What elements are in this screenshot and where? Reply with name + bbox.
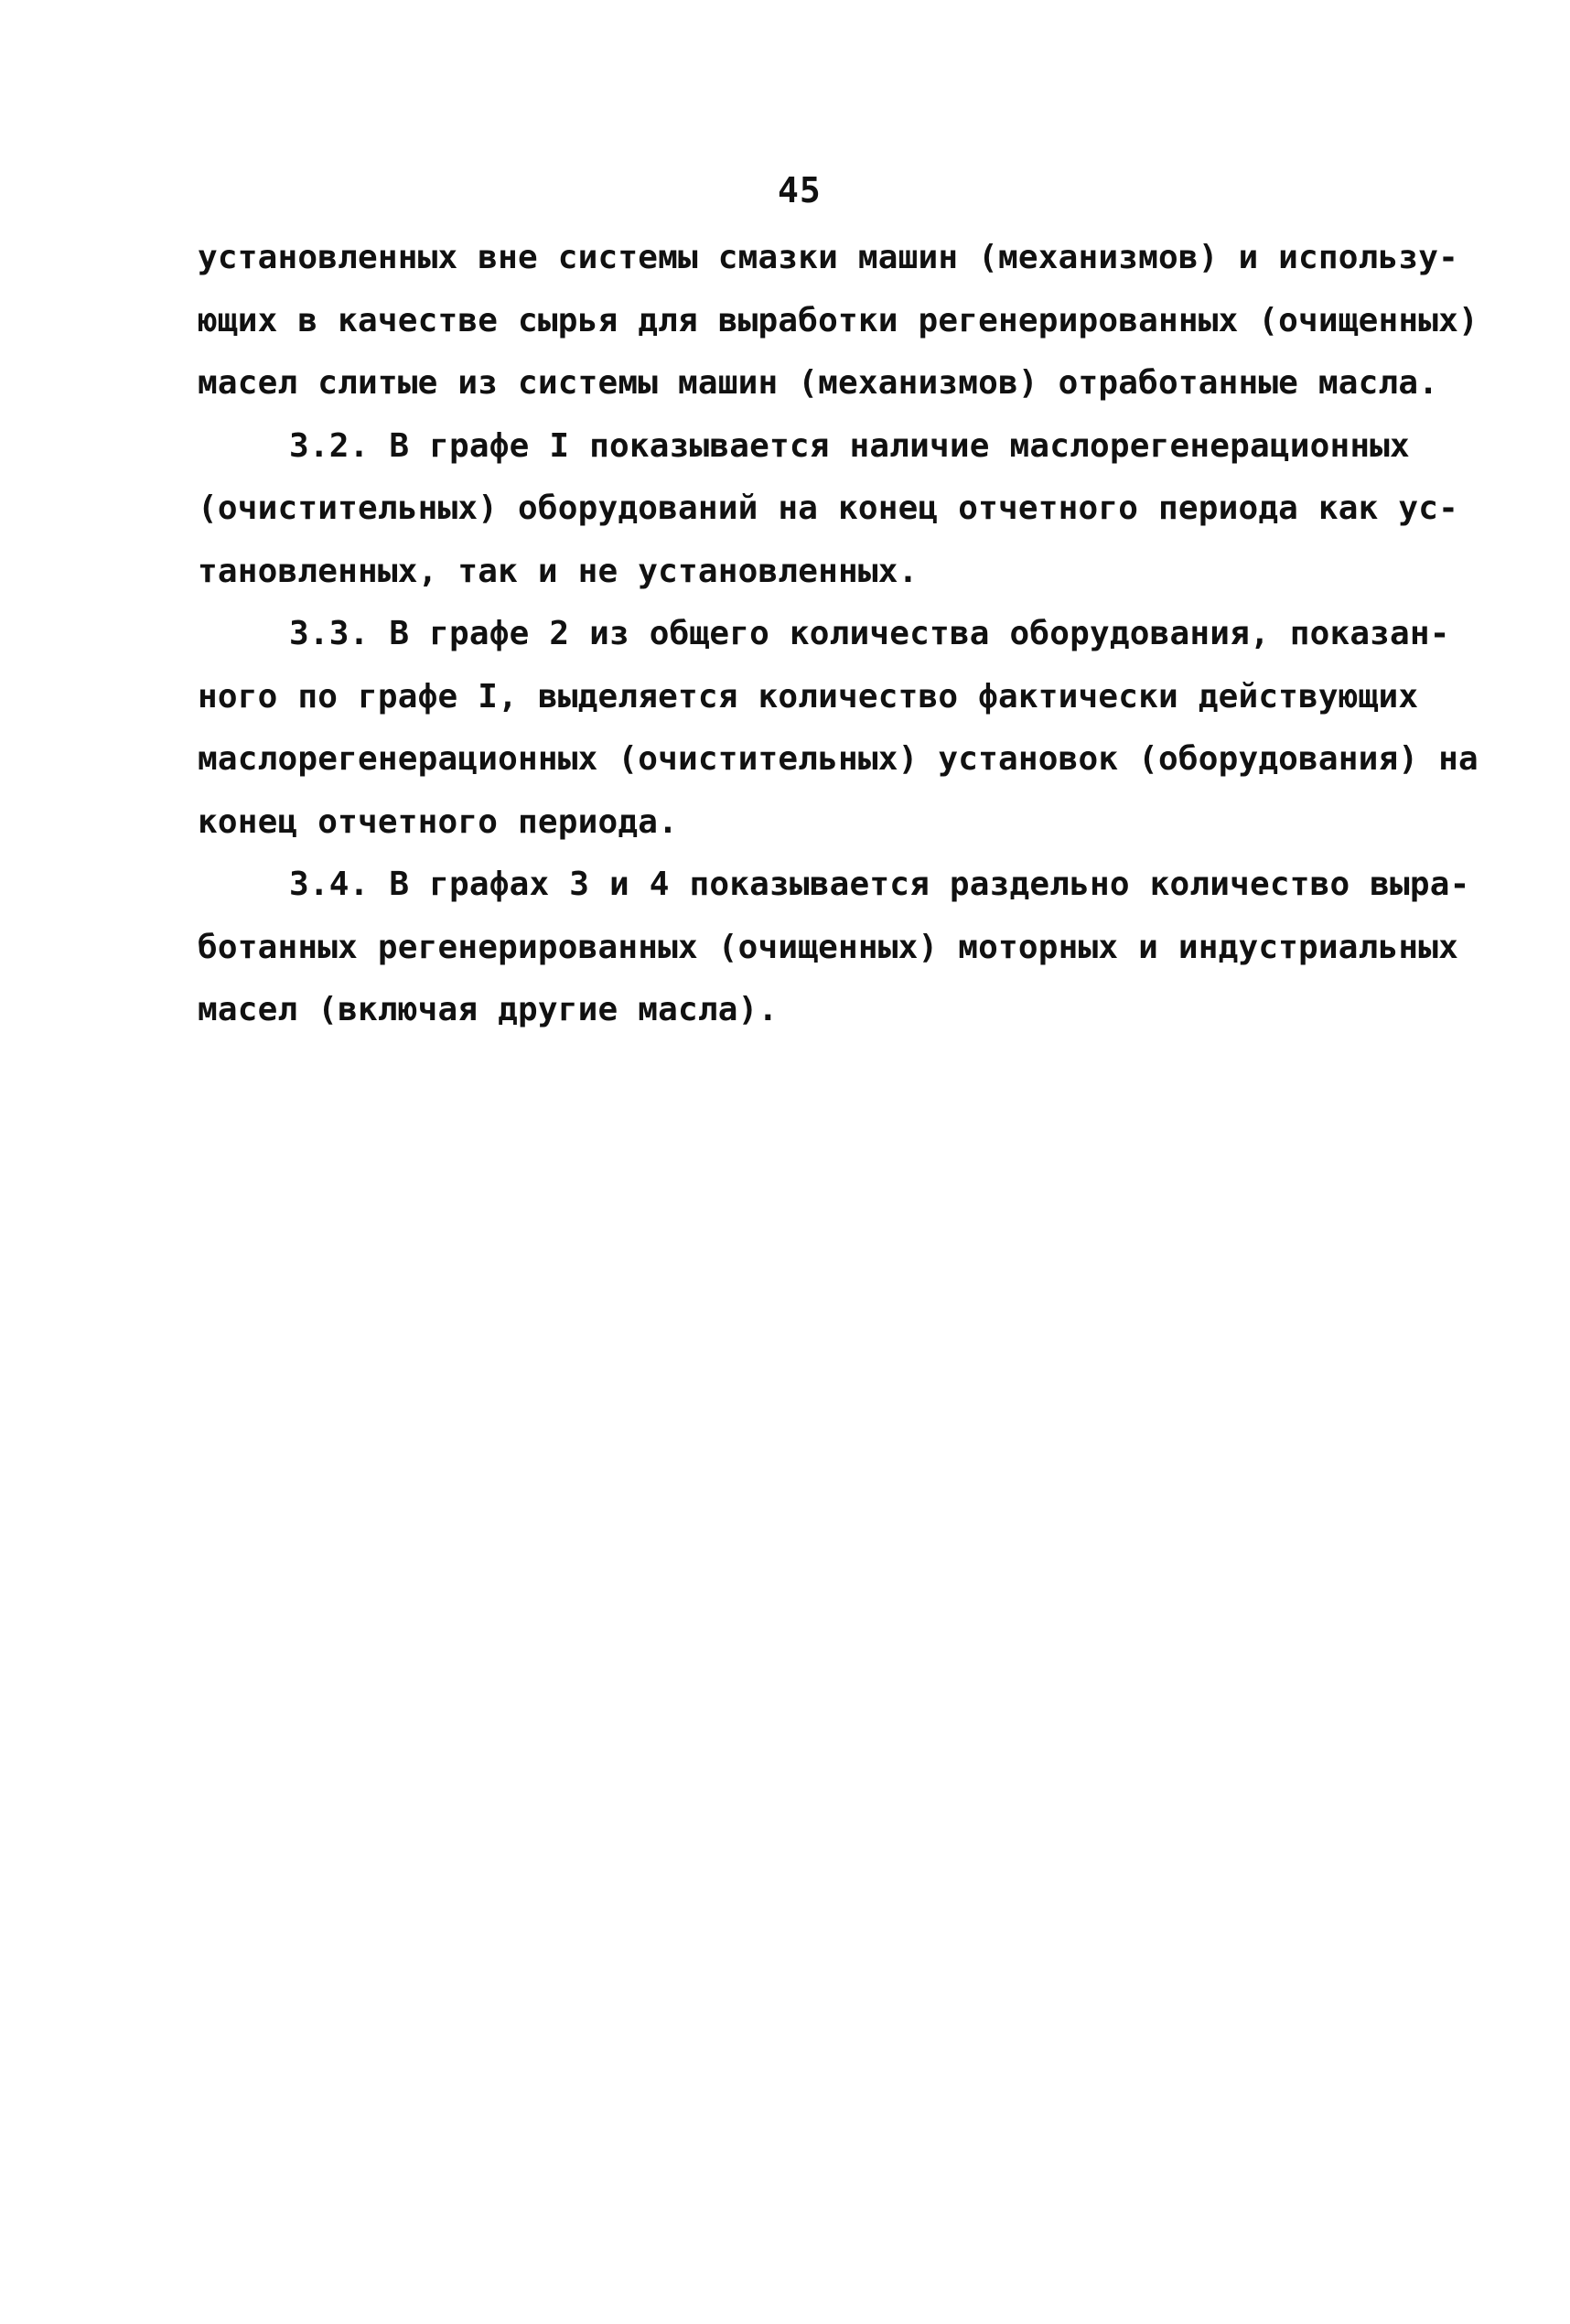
text-line: масел слитые из системы машин (механизмов) отработанные масла. — [198, 364, 1439, 402]
text-line: ботанных регенерированных (очищенных) моторных и индустриальных — [198, 928, 1459, 966]
paragraph-3-4-start: 3.4. В графах 3 и 4 показывается раздельно количество выра- — [289, 866, 1470, 903]
body-text — [198, 227, 1479, 1042]
text-line: маслорегенерационных (очистительных) установок (оборудования) на — [198, 740, 1479, 778]
text-line: ного по графе I, выделяется количество фактически действующих — [198, 677, 1419, 715]
paragraph-3-2-start: 3.2. В графе I показывается наличие маслорегенерационных — [289, 426, 1410, 465]
text-line: конец отчетного периода. — [198, 802, 678, 841]
text-line: масел (включая другие масла). — [198, 991, 779, 1028]
paragraph-3-3-start: 3.3. В графе 2 из общего количества оборудования, показан- — [289, 615, 1450, 652]
text-line: установленных вне системы смазки машин (механизмов) и использу- — [198, 239, 1459, 276]
text-line: (очистительных) оборудований на конец отчетного периода как ус- — [198, 490, 1459, 527]
text-line: ющих в качестве сырья для выработки регенерированных (очищенных) — [198, 301, 1479, 339]
text-line: тановленных, так и не установленных. — [198, 552, 919, 590]
page-number: 45 — [778, 170, 822, 210]
